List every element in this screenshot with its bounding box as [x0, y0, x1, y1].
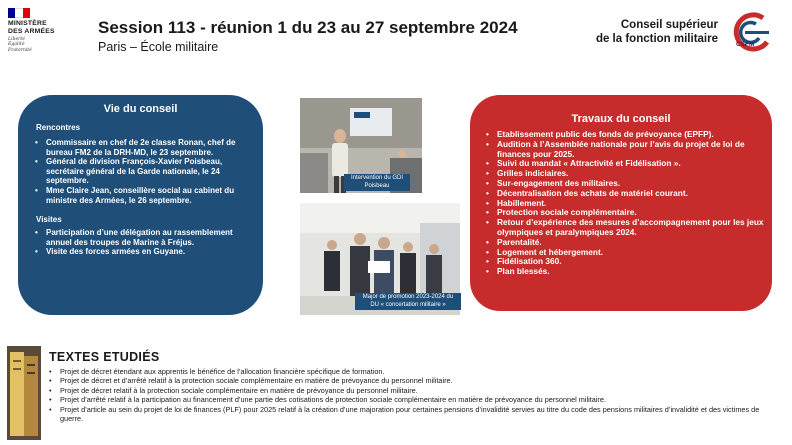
council-name-line1: Conseil supérieur: [620, 19, 718, 31]
list-item: • Projet de décret et d’arrêté relatif à la protection sociale complémentaire en matière de prévoyance du personnel militaire.: [48, 376, 760, 385]
list-item: • Mme Claire Jean, conseillère social au cabinet du ministre des Armées, le 26 septembre.: [33, 186, 245, 205]
visites-title: Visites: [36, 215, 62, 225]
photo-caption-1: Intervention du GDI Poisbeau: [344, 174, 410, 191]
list-item: • Décentralisation des achats de matériel courant.: [484, 189, 764, 199]
list-item: • Projet d’article au sein du projet de loi de finances (PLF) pour 2025 relatif à la création d’une majoration pour certaines pensions d’invalidité servies au titre du code des pensions militaires d’invalidité et des victimes de guerre.: [48, 405, 760, 424]
flag-icon: [8, 8, 30, 18]
list-item: • Participation d’une délégation au rassemblement annuel des troupes de Marine à Fréjus.: [33, 228, 245, 247]
list-item: • Suivi du mandat « Attractivité et Fidélisation ».: [484, 159, 764, 169]
textes-list: [48, 367, 760, 423]
csfm-logo-label: CSFM: [736, 41, 755, 48]
vie-du-conseil-title: Vie du conseil: [103, 103, 178, 115]
list-item: • Sur-engagement des militaires.: [484, 179, 764, 189]
list-item: • Logement et hébergement.: [484, 248, 764, 258]
ministry-motto: [8, 37, 78, 53]
list-item: • Plan blessés.: [484, 267, 764, 277]
motto-liberte: Liberté: [8, 37, 25, 42]
council-name-line2: de la fonction militaire: [595, 33, 718, 45]
vie-du-conseil-panel: [18, 95, 263, 315]
travaux-list: [484, 130, 764, 277]
list-item: • Projet d’arrêté relatif à la participation au financement d’une partie des cotisations de protection sociale complémentaire en matière de prévoyance du personnel militaire.: [48, 395, 760, 404]
list-item: • Audition à l’Assemblée nationale pour l’avis du projet de loi de finances pour 2025.: [484, 140, 764, 160]
photo-caption-2: Major de promotion 2023-2024 du DU « concertation militaire »: [355, 293, 461, 310]
motto-egalite: Égalité: [8, 42, 25, 48]
list-item: • Habillement.: [484, 199, 764, 209]
motto-fraternite: Fraternité: [8, 47, 32, 53]
list-item: • Projet de décret étendant aux apprentis le bénéfice de l’allocation financière spécifique de formation.: [48, 367, 760, 376]
list-item: • Etablissement public des fonds de prévoyance (EPFP).: [484, 130, 764, 140]
list-item: • Fidélisation 360.: [484, 257, 764, 267]
page-subtitle: Paris – École militaire: [98, 40, 219, 54]
list-item: • Projet de décret relatif à la protection sociale complémentaire en matière de prévoyance du personnel militaire.: [48, 386, 760, 395]
list-item: • Général de division François-Xavier Poisbeau, secrétaire général de la Garde nationale, le 24 septembre.: [33, 157, 245, 186]
ministry-name-line1: MINISTÈRE: [8, 20, 47, 27]
ministry-name-line2: DES ARMÉES: [8, 27, 55, 35]
list-item: • Commissaire en chef de 2e classe Ronan, chef de bureau FM2 de la DRH-MD, le 23 septembre.: [33, 138, 245, 157]
list-item: • Grilles indiciaires.: [484, 169, 764, 179]
textes-title: TEXTES ETUDIÉS: [49, 350, 160, 364]
list-item: • Visite des forces armées en Guyane.: [33, 247, 245, 257]
council-name: [560, 18, 718, 46]
travaux-du-conseil-panel: [470, 95, 772, 311]
visites-list: [33, 228, 245, 257]
documents-icon: [7, 346, 41, 440]
rencontres-title: Rencontres: [36, 123, 81, 132]
list-item: • Parentalité.: [484, 238, 764, 248]
rencontres-list: [33, 138, 245, 205]
travaux-title: Travaux du conseil: [571, 113, 671, 125]
list-item: • Retour d’expérience des mesures d’accompagnement pour les jeux olympiques et paralympiques 2024.: [484, 218, 764, 238]
ministry-logo: [8, 8, 78, 53]
list-item: • Protection sociale complémentaire.: [484, 208, 764, 218]
page-title: Session 113 - réunion 1 du 23 au 27 septembre 2024: [98, 18, 518, 37]
